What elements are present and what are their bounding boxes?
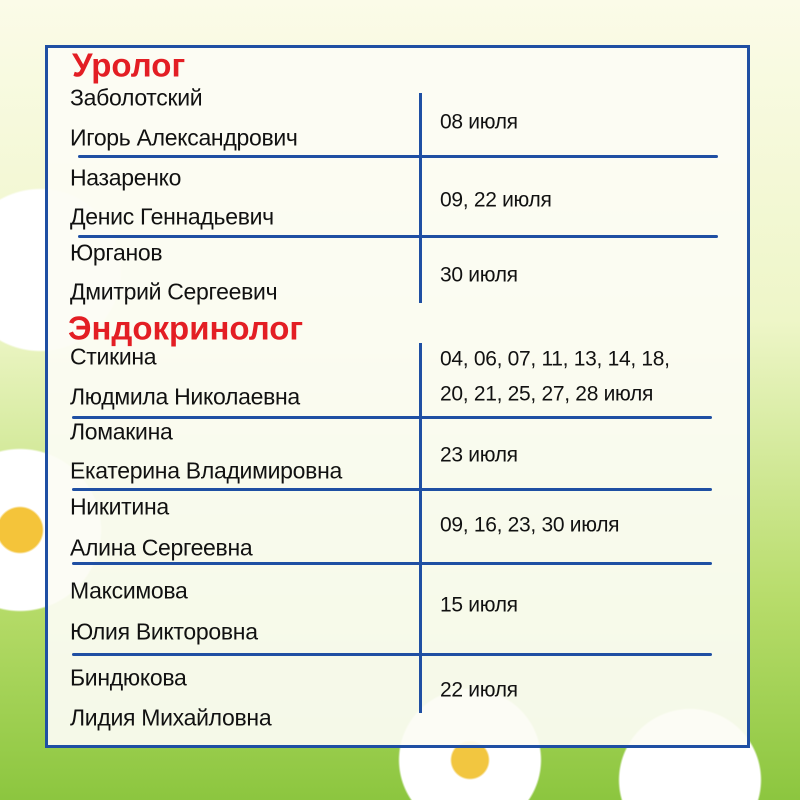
- doctor-dates: 22 июля: [440, 678, 518, 702]
- row-divider: [72, 653, 712, 656]
- row-divider: [78, 235, 718, 238]
- doctor-surname: Юрганов: [70, 239, 163, 266]
- doctor-name: Юлия Викторовна: [70, 618, 258, 645]
- row-divider: [78, 155, 718, 158]
- doctor-dates: 20, 21, 25, 27, 28 июля: [440, 382, 654, 406]
- row-divider: [72, 562, 712, 565]
- doctor-name: Дмитрий Сергеевич: [70, 278, 278, 305]
- doctor-name: Екатерина Владимировна: [70, 457, 342, 484]
- section-title-endocrinologist: Эндокринолог: [68, 309, 304, 347]
- doctor-name: Игорь Александрович: [70, 124, 298, 151]
- doctor-surname: Ломакина: [70, 418, 173, 445]
- column-divider: [419, 93, 422, 303]
- doctor-name: Денис Геннадьевич: [70, 203, 274, 230]
- doctor-surname: Никитина: [70, 493, 169, 520]
- doctor-name: Лидия Михайловна: [70, 704, 272, 731]
- doctor-dates: 08 июля: [440, 110, 518, 134]
- doctor-dates: 15 июля: [440, 593, 518, 617]
- doctor-dates: 09, 22 июля: [440, 188, 552, 212]
- doctor-surname: Максимова: [70, 577, 188, 604]
- doctor-name: Алина Сергеевна: [70, 534, 253, 561]
- row-divider: [72, 488, 712, 491]
- doctor-name: Людмила Николаевна: [70, 383, 300, 410]
- doctor-surname: Стикина: [70, 343, 157, 370]
- doctor-dates: 09, 16, 23, 30 июля: [440, 513, 620, 537]
- doctor-surname: Заболотский: [70, 84, 203, 111]
- doctor-surname: Назаренко: [70, 164, 182, 191]
- column-divider: [419, 343, 422, 713]
- doctor-surname: Биндюкова: [70, 664, 187, 691]
- doctor-dates: 04, 06, 07, 11, 13, 14, 18,: [440, 347, 670, 371]
- doctor-dates: 30 июля: [440, 263, 518, 287]
- doctor-dates: 23 июля: [440, 443, 518, 467]
- section-title-urologist: Уролог: [72, 46, 186, 84]
